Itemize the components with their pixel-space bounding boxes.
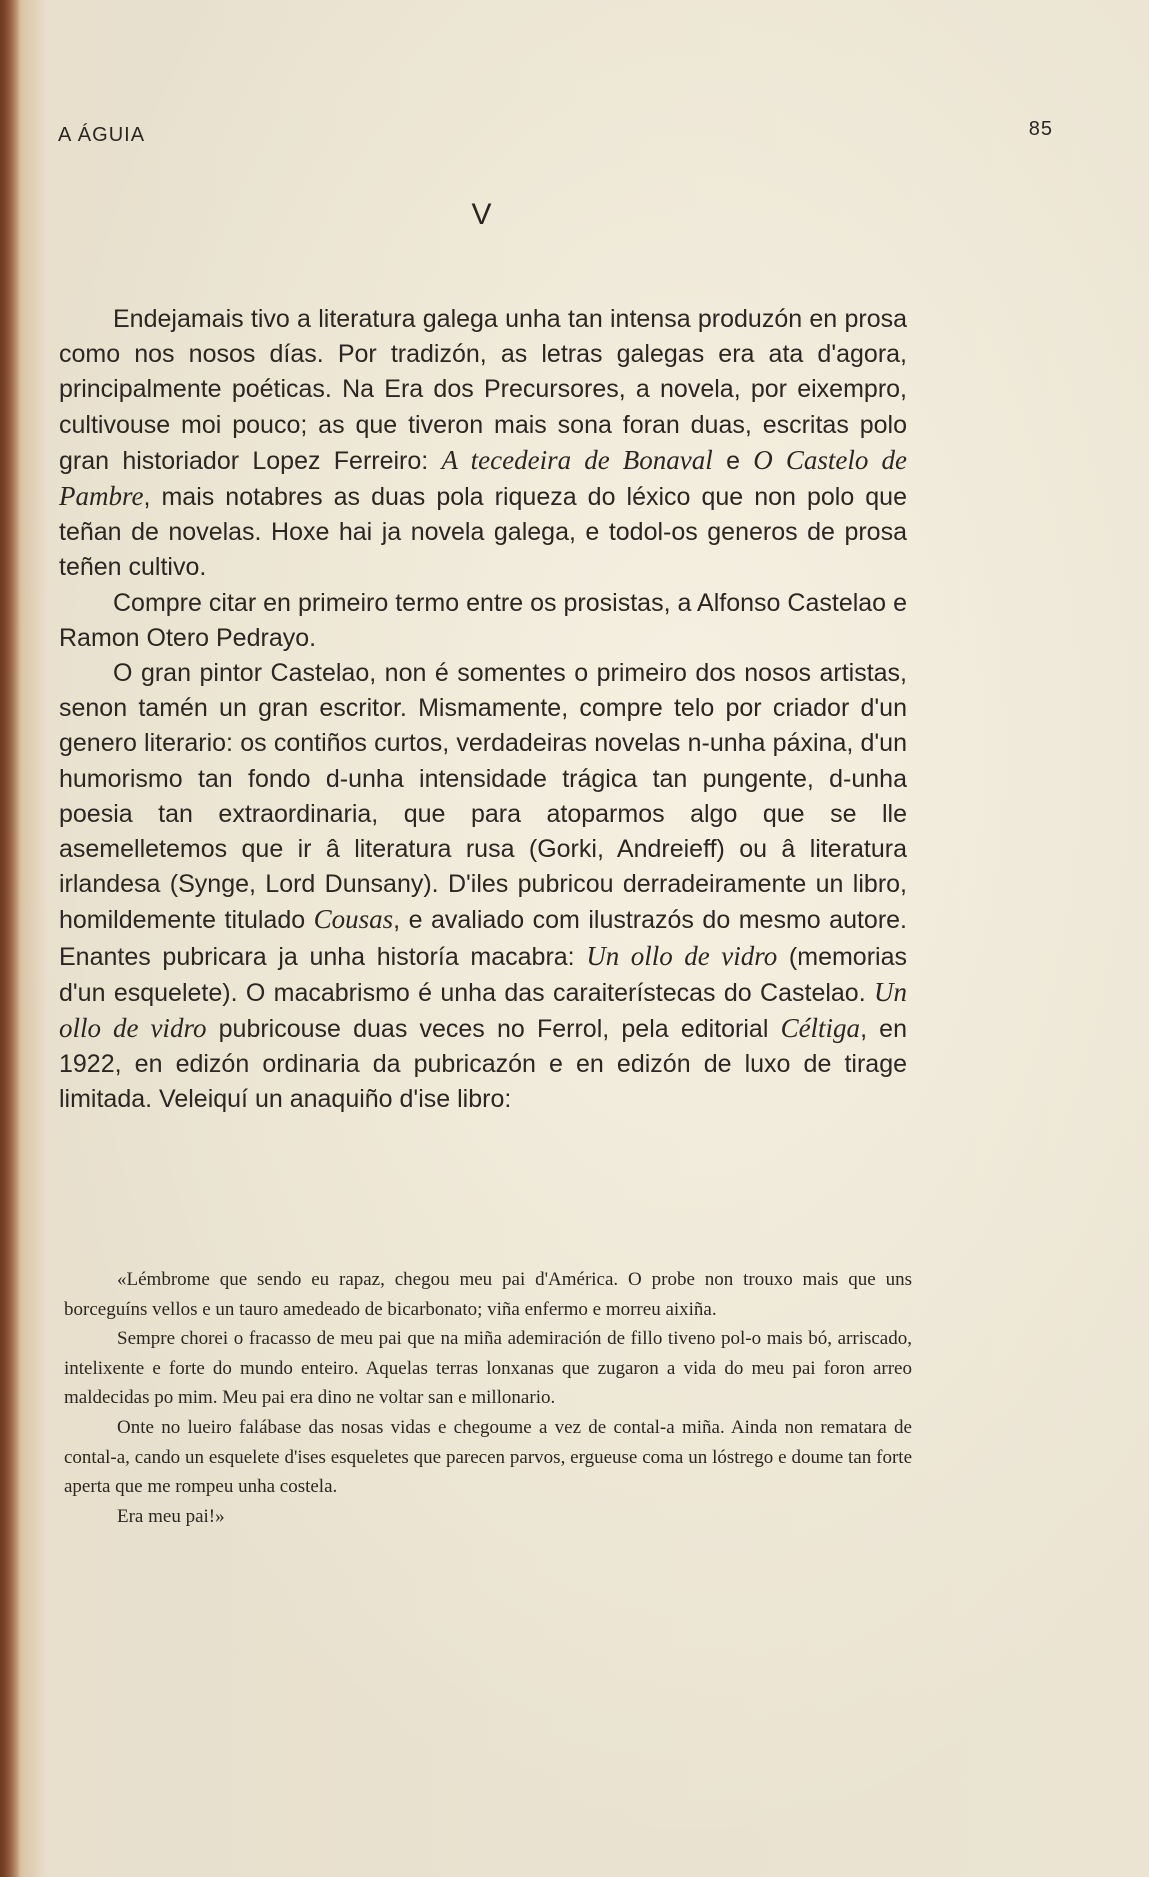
paragraph-text: , en 1922, en edizón ordinaria da pubricazón e en edizón de luxo de tirage limitada. Veleiquí un anaquiño d'ise libro: bbox=[59, 1015, 907, 1114]
italic-title: Céltiga bbox=[780, 1013, 861, 1044]
section-number: V bbox=[471, 198, 492, 231]
running-header bbox=[58, 118, 1091, 154]
journal-title: A ÁGUIA bbox=[58, 124, 146, 146]
body-paragraph bbox=[59, 302, 907, 586]
italic-title: O Castelo de Pambre bbox=[59, 444, 907, 512]
italic-title: Un ollo de vidro bbox=[59, 976, 907, 1044]
quote-paragraph: Sempre chorei o fracasso de meu pai que na miña ademiración de fillo tiveno pol-o mais bó, arriscado, intelixente e forte do mundo enteiro. Aquelas terras lonxanas que zugaron a vida do meu pai foron arreo maldecidas po mim. Meu pai era dino ne voltar san e millonario. bbox=[64, 1328, 912, 1409]
paragraph-text: Compre citar en primeiro termo entre os prosistas, a Alfonso Castelao e Ramon Otero Pedrayo. bbox=[59, 588, 907, 652]
paragraph-text: e bbox=[712, 446, 754, 475]
italic-title: Un ollo de vidro bbox=[586, 940, 778, 971]
quote-paragraph: Era meu pai!» bbox=[117, 1505, 225, 1527]
italic-title: A tecedeira de Bonaval bbox=[441, 444, 713, 475]
paragraph-text: O gran pintor Castelao, non é somentes o primeiro dos nosos artistas, senon tamén un gran escritor. Mismamente, compre telo por criador d'un genero literario: os contiños curtos, verdadeiras novelas n-unha páxina, d'un humorismo tan fondo d-unha intensidade trágica tan pungente, d-unha poesia tan extraordinaria, que para atoparmos algo que se lle asemelletemos que ir â literatura rusa (Gorki, Andreieff) ou â literatura irlandesa (Synge, Lord Dunsany). D'iles pubricou derradeiramente un libro, homildemente titulado bbox=[59, 659, 907, 935]
page-spine-shadow bbox=[0, 0, 20, 1877]
quote-paragraph: «Lémbrome que sendo eu rapaz, chegou meu pai d'América. O probe non trouxo mais que uns borceguíns vellos e un tauro amedeado de bicarbonato; viña enfermo e morreu aixiña. bbox=[64, 1269, 912, 1320]
quoted-excerpt bbox=[64, 1265, 912, 1531]
quote-paragraph: Onte no lueiro falábase das nosas vidas e chegoume a vez de contal-a miña. Ainda non rematara de contal-a, cando un esquelete d'ises esqueletes que parecen parvos, ergueuse coma un lóstrego e doume tan forte aperta que me rompeu unha costela. bbox=[64, 1416, 912, 1498]
italic-title: Cousas bbox=[313, 904, 394, 935]
paragraph-text: , e avaliado com ilustrazós do mesmo autore. Enantes pubricara ja unha historía macabra: bbox=[59, 906, 908, 971]
paragraph-text: pubricouse duas veces no Ferrol, pela editorial bbox=[206, 1015, 781, 1044]
body-paragraph bbox=[59, 656, 907, 1118]
paragraph-text: (memorias d'un esquelete). O macabrismo é unha das caraiterístecas do Castelao. bbox=[59, 942, 907, 1007]
page-number: 85 bbox=[1028, 118, 1053, 140]
body-paragraph bbox=[59, 586, 907, 656]
paragraph-text: Endejamais tivo a literatura galega unha tan intensa produzón en prosa como nos nosos días. Por tradizón, as letras galegas era ata d'agora, principalmente poéticas. Na Era dos Precursores, a novela, por eixempro, cultivouse moi pouco; as que tiveron mais sona foran duas, escritas polo gran historiador Lopez Ferreiro: bbox=[59, 305, 907, 475]
article-body bbox=[59, 302, 907, 1118]
paragraph-text: , mais notabres as duas pola riqueza do léxico que non polo que teñan de novelas. Hoxe hai ja novela galega, e todol-os generos de prosa teñen cultivo. bbox=[59, 483, 907, 582]
